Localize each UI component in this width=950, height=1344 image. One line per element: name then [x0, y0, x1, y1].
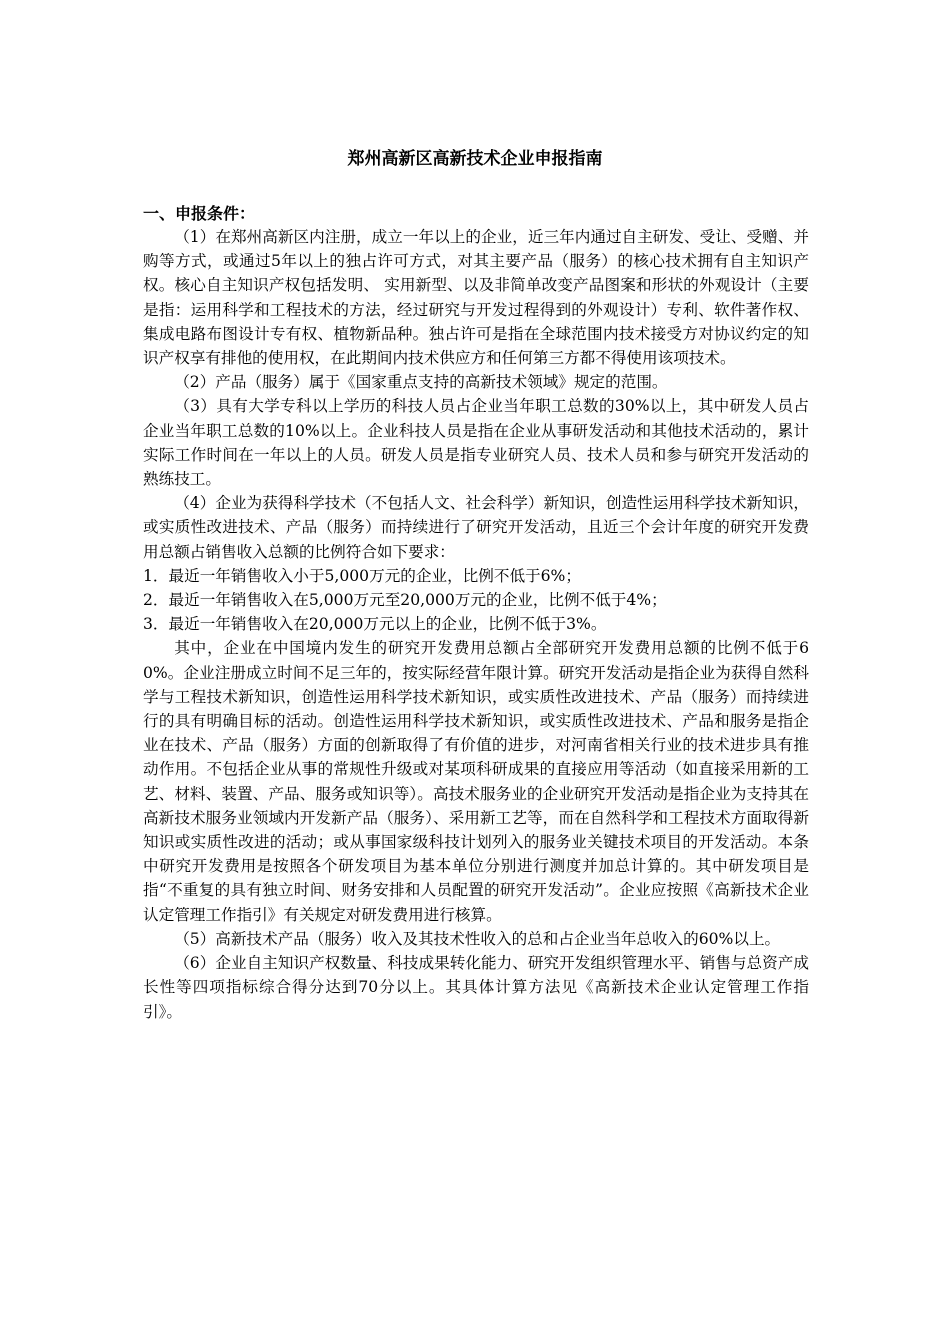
paragraph-rd-details: 其中，企业在中国境内发生的研究开发费用总额占全部研究开发费用总额的比例不低于60%。企业注册成立时间不足三年的，按实际经营年限计算。研究开发活动是指企业为获得自然科学与工程技术新知识，创造性运用科学技术新知识，或实质性改进技术、产品（服务）而持续进行的具有明确目标的活动。创造性运用科学技术新知识，或实质性改进技术、产品和服务是指企业在技术、产品（服务）方面的创新取得了有价值的进步，对河南省相关行业的技术进步具有推动作用。不包括企业从事的常规性升级或对某项科研成果的直接应用等活动（如直接采用新的工艺、材料、装置、产品、服务或知识等）。高技术服务业的企业研究开发活动是指企业为支持其在高新技术服务业领域内开发新产品（服务）、采用新工艺等，而在自然科学和工程技术方面取得新知识或实质性改进的活动；或从事国家级科技计划列入的服务业关键技术项目的开发活动。本条中研究开发费用是按照各个研发项目为基本单位分别进行测度并加总计算的。其中研发项目是指“不重复的具有独立时间、财务安排和人员配置的研究开发活动”。企业应按照《高新技术企业认定管理工作指引》有关规定对研发费用进行核算。: [143, 639, 809, 924]
paragraph-condition-5: （5）高新技术产品（服务）收入及其技术性收入的总和占企业当年总收入的60%以上。: [174, 929, 781, 948]
paragraph-condition-6: （6）企业自主知识产权数量、科技成果转化能力、研究开发组织管理水平、销售与总资产成长性等四项指标综合得分达到70分以上。其具体计算方法见《高新技术企业认定管理工作指引》。: [143, 954, 809, 1021]
list-item: 1．最近一年销售收入小于5,000万元的企业，比例不低于6%；: [143, 566, 581, 585]
paragraph-condition-2: （2）产品（服务）属于《国家重点支持的高新技术领域》规定的范围。: [174, 373, 668, 392]
list-item: 2．最近一年销售收入在5,000万元至20,000万元的企业，比例不低于4%；: [143, 591, 667, 610]
paragraph-condition-4: （4）企业为获得科学技术（不包括人文、社会科学）新知识，创造性运用科学技术新知识，或实质性改进技术、产品（服务）而持续进行了研究开发活动，且近三个会计年度的研究开发费用总额占销售收入总额的比例符合如下要求：: [143, 494, 809, 561]
paragraph-condition-1: （1）在郑州高新区内注册，成立一年以上的企业，近三年内通过自主研发、受让、受赠、并购等方式，或通过5年以上的独占许可方式，对其主要产品（服务）的核心技术拥有自主知识产权。核心自主知识产权包括发明、 实用新型、以及非简单改变产品图案和形状的外观设计（主要是指：运用科学和工程技术的方法，经过研究与开发过程得到的外观设计）专利、软件著作权、集成电路布图设计专有权、植物新品种。独占许可是指在全球范围内技术接受方对协议约定的知识产权享有排他的使用权，在此期间内技术供应方和任何第三方都不得使用该项技术。: [143, 228, 809, 368]
section-heading: 一、申报条件：: [143, 204, 256, 223]
list-item: 3．最近一年销售收入在20,000万元以上的企业，比例不低于3%。: [143, 615, 607, 634]
document-body: [143, 225, 809, 1024]
paragraph-condition-3: （3）具有大学专科以上学历的科技人员占企业当年职工总数的30%以上，其中研发人员占企业当年职工总数的10%以上。企业科技人员是指在企业从事研发活动和其他技术活动的，累计实际工作时间在一年以上的人员。研发人员是指专业研究人员、技术人员和参与研究开发活动的熟练技工。: [143, 397, 809, 489]
page-title: 郑州高新区高新技术企业申报指南: [347, 149, 603, 169]
